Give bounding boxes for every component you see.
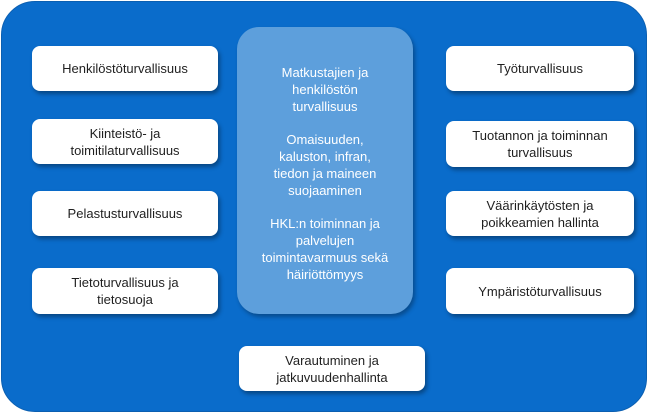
box-label: Henkilöstöturvallisuus	[62, 61, 188, 76]
box-pelastusturvallisuus	[32, 191, 218, 236]
box-tuotannon-toiminnan-turvallisuus	[446, 121, 634, 167]
box-tietoturvallisuus-tietosuoja	[32, 268, 218, 314]
box-label: Väärinkäytösten ja poikkeamien hallinta	[481, 197, 599, 230]
center-paragraph-1: Matkustajien ja henkilöstön turvallisuus	[281, 65, 369, 114]
center-paragraph-2: Omaisuuden, kaluston, infran, tiedon ja maineen suojaaminen	[273, 132, 377, 198]
box-vaarinkaytosten-poikkeamien-hallinta	[446, 191, 634, 236]
center-panel	[237, 27, 413, 314]
box-kiinteisto-toimitilaturvallisuus	[32, 119, 218, 164]
box-label: Tietoturvallisuus ja tietosuoja	[71, 275, 179, 307]
center-paragraph-3: HKL:n toiminnan ja palvelujen toimintavarmuus sekä häiriöttömyys	[261, 216, 389, 282]
box-henkilostoturvallisuus	[32, 46, 218, 91]
box-varautuminen-jatkuvuudenhallinta	[239, 346, 425, 391]
box-ymparistoturvallisuus	[446, 268, 634, 314]
box-tyoturvallisuus	[446, 46, 634, 91]
box-label: Varautuminen ja jatkuvuudenhallinta	[276, 352, 388, 385]
box-label: Tuotannon ja toiminnan turvallisuus	[472, 128, 608, 160]
box-label: Kiinteistö- ja toimitilaturvallisuus	[70, 125, 180, 158]
box-label: Pelastusturvallisuus	[67, 206, 183, 221]
box-label: Työturvallisuus	[497, 61, 583, 76]
box-label: Ympäristöturvallisuus	[478, 283, 602, 299]
